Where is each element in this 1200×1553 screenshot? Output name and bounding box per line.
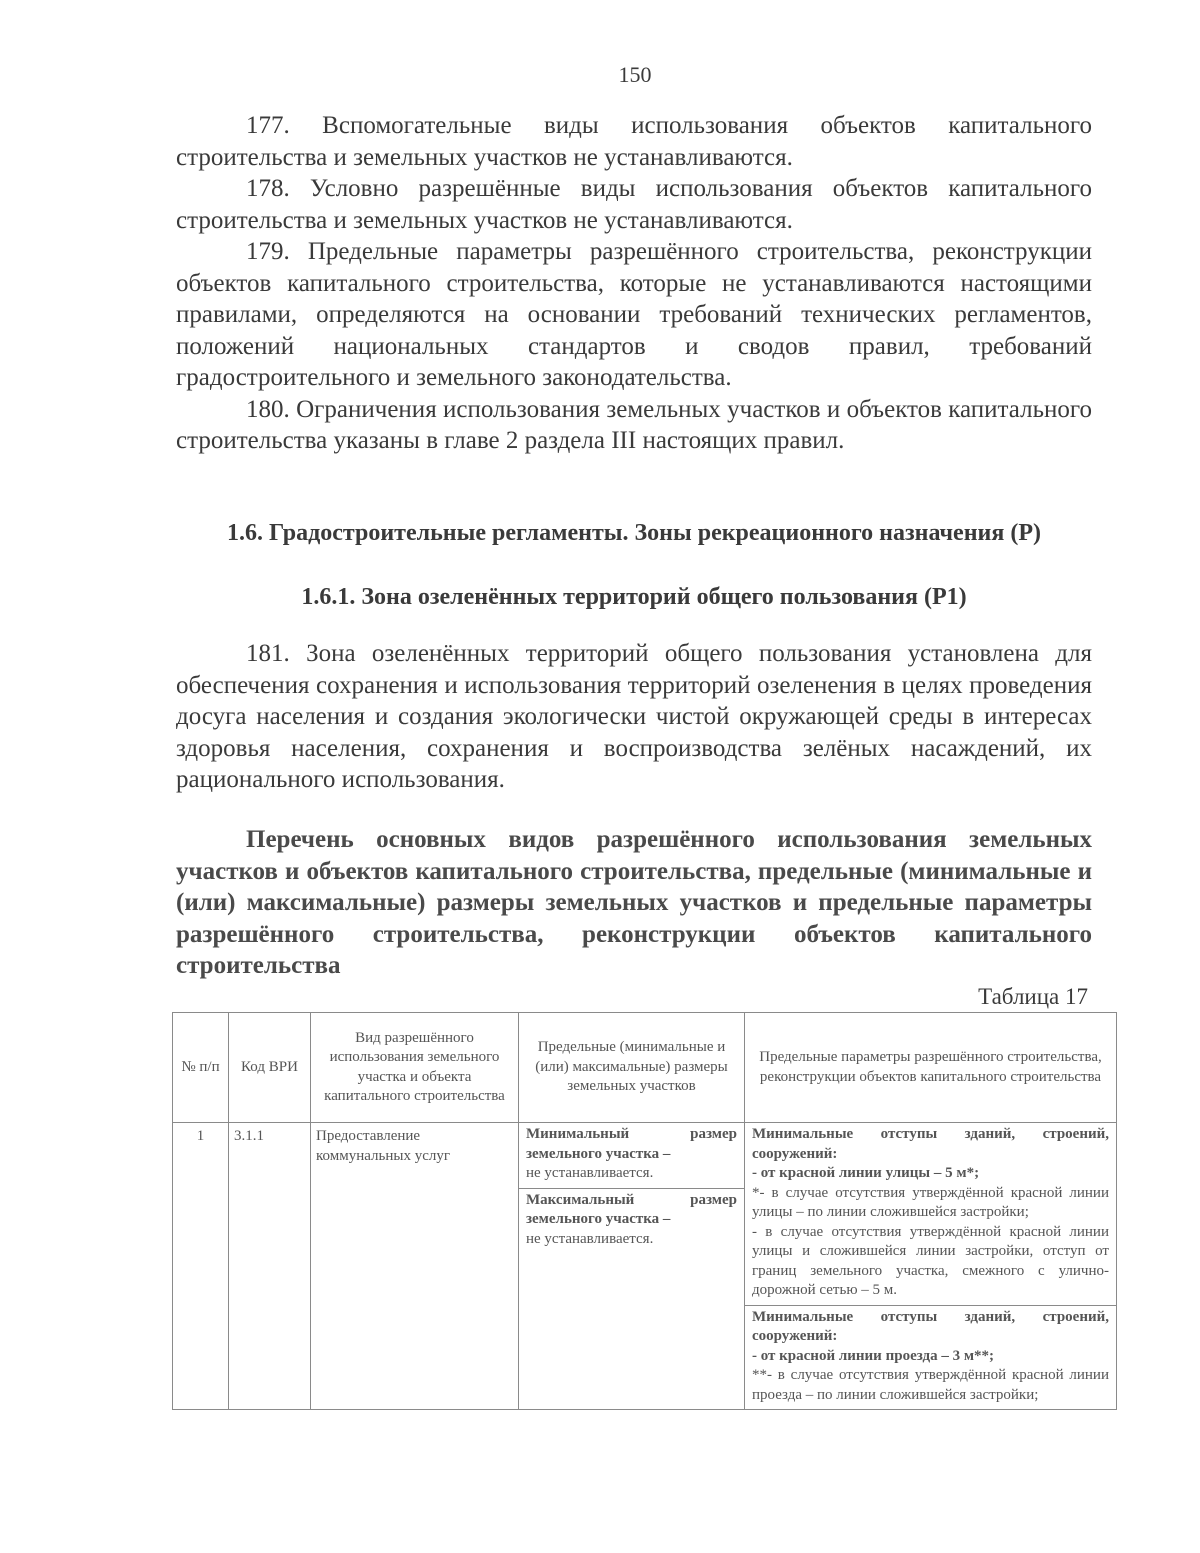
header-params: Предельные параметры разрешённого строительства, реконструкции объектов капитального строительства <box>745 1013 1117 1123</box>
paragraph-180: 180. Ограничения использования земельных участков и объектов капитального строительства указаны в главе 2 раздела III настоящих правил. <box>176 395 1092 454</box>
max-size-block <box>519 1188 744 1254</box>
params-block1-line3: - в случае отсутствия утверждённой красной линии улицы и сложившейся линии застройки, отступ от границ земельного участка, смежного с улично-дорожной сетью – 5 м. <box>752 1223 1109 1298</box>
min-size-value: не устанавливается. <box>526 1165 654 1181</box>
regulation-table <box>172 1012 1117 1410</box>
paragraph-178: 178. Условно разрешённые виды использования объектов капитального строительства и земельных участков не устанавливаются. <box>176 175 1092 234</box>
params-block1-heading: Минимальные отступы зданий, строений, сооружений: <box>752 1126 1109 1162</box>
params-block1-line1: - от красной линии улицы – 5 м*; <box>752 1165 980 1181</box>
header-code: Код ВРИ <box>229 1013 311 1123</box>
row-params <box>745 1123 1117 1410</box>
min-size-block <box>519 1123 744 1188</box>
min-size-label: Минимальный размер земельного участка – <box>526 1126 737 1162</box>
paragraph-181: 181. Зона озеленённых территорий общего пользования установлена для обеспечения сохранения и использования территорий озеленения в целях проведения досуга населения и создания экологически чистой окружающей среды в интересах здоровья населения, сохранения и воспроизводства зелёных насаждений, их рационального использования. <box>176 640 1092 793</box>
table-header-row <box>173 1013 1117 1123</box>
page-number: 150 <box>618 62 652 87</box>
section-heading: 1.6. Градостроительные регламенты. Зоны рекреационного назначения (Р) <box>227 520 1041 546</box>
params-block1-line2: *- в случае отсутствия утверждённой красной линии улицы – по линии сложившейся застройки; <box>752 1184 1109 1220</box>
subsection-heading: 1.6.1. Зона озеленённых территорий общего пользования (Р1) <box>301 584 967 610</box>
row-sizes <box>519 1123 745 1410</box>
body-text-181 <box>176 638 1092 796</box>
params-block2-line2: **- в случае отсутствия утверждённой красной линии проезда – по линии сложившейся застройки; <box>752 1367 1109 1403</box>
header-num: № п/п <box>173 1013 229 1123</box>
row-type: Предоставление коммунальных услуг <box>311 1123 519 1410</box>
paragraph-177: 177. Вспомогательные виды использования объектов капитального строительства и земельных участков не устанавливаются. <box>176 112 1092 171</box>
list-title: Перечень основных видов разрешённого использования земельных участков и объектов капитального строительства, предельные (минимальные и (или) максимальные) размеры земельных участков и предельные параметры разрешённого строительства, реконструкции объектов капитального строительства <box>176 826 1092 979</box>
max-size-label: Максимальный размер земельного участка – <box>526 1191 737 1227</box>
header-sizes: Предельные (минимальные и (или) максимальные) размеры земельных участков <box>519 1013 745 1123</box>
body-text-top <box>176 110 1092 457</box>
row-code: 3.1.1 <box>229 1123 311 1410</box>
table-caption: Таблица 17 <box>978 984 1088 1009</box>
params-block2-heading: Минимальные отступы зданий, строений, сооружений: <box>752 1308 1109 1344</box>
paragraph-179: 179. Предельные параметры разрешённого строительства, реконструкции объектов капитального строительства, которые не устанавливаются настоящими правилами, определяются на основании требований технических регламентов, положений национальных стандартов и сводов правил, требований градостроительного и земельного законодательства. <box>176 238 1092 391</box>
header-type: Вид разрешённого использования земельного участка и объекта капитального строительства <box>311 1013 519 1123</box>
table-row <box>173 1123 1117 1410</box>
params-block-1 <box>745 1123 1116 1305</box>
params-block2-line1: - от красной линии проезда – 3 м**; <box>752 1347 995 1364</box>
params-block-2 <box>745 1305 1116 1410</box>
row-num: 1 <box>173 1123 229 1410</box>
max-size-value: не устанавливается. <box>526 1230 654 1247</box>
